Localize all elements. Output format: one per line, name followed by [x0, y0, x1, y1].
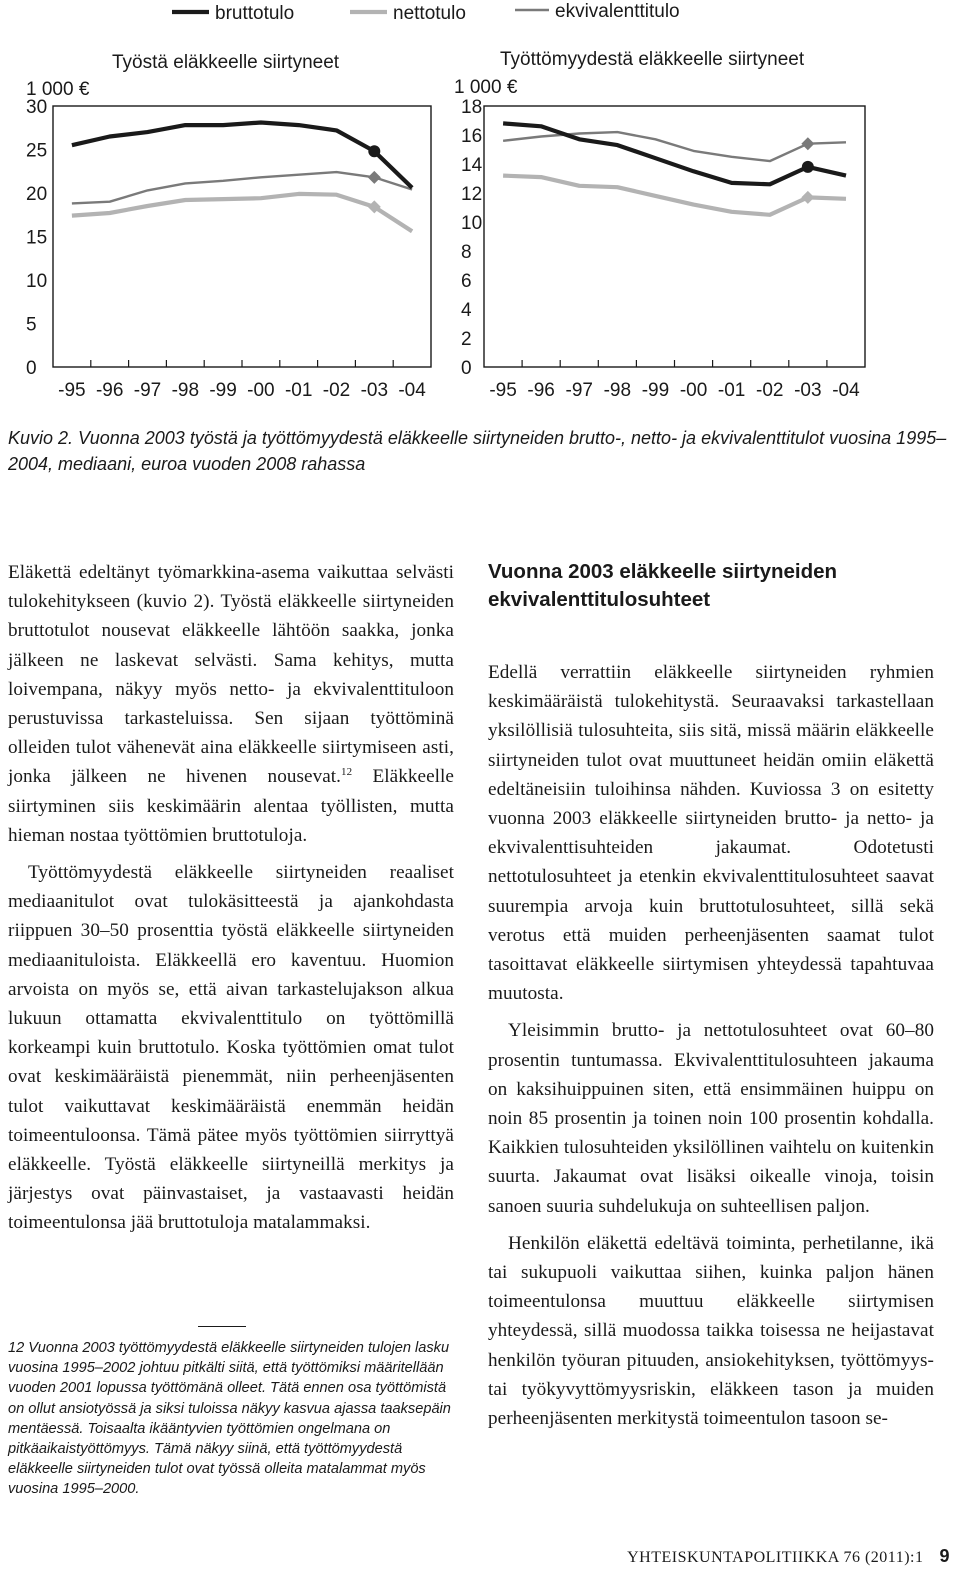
right-chart-xtick--99: -99	[641, 380, 670, 401]
figure-caption: Kuvio 2. Vuonna 2003 työstä ja työttömyydestä eläkkeelle siirtyneiden brutto-, netto- ja ekvivalenttitulot vuosina 1995–2004, mediaani, euroa vuoden 2008 rahassa	[8, 428, 947, 474]
left-chart-ytick-5: 5	[26, 314, 37, 336]
footnote-12: 12 Vuonna 2003 työttömyydestä eläkkeelle siirtyneiden tulojen lasku vuosina 1995–2002 johtuu pitkälti siitä, että työttömiksi määritellään vuoden 2001 lopussa työttömänä olleet. Tätä ennen osa työttömistä on ollut ansiotyössä ja siksi tuloissa näkyy kasvua ajassa taaksepäin mentäessä. Toisaalta ikääntyvien työttömien ongelmana on pitkäaikaistyöttömyys. Tämä näkyy siinä, että työttömyydestä eläkkeelle siirtyneiden tulot ovat työssä olleita matalammat myös vuosina 1995–2000.	[8, 1340, 451, 1498]
left-chart-xtick--97: -97	[133, 380, 162, 401]
right-chart-point-bruttotulo--03	[802, 161, 814, 173]
section-heading: Vuonna 2003 eläkkeelle siirtyneiden ekvivalenttitulosuhteet	[488, 560, 838, 611]
right-chart-point-ekvivalenttitulo--03	[801, 137, 814, 150]
right-chart-series-nettotulo	[503, 176, 846, 215]
right-chart-xtick--01: -01	[717, 380, 746, 401]
journal-name: YHTEISKUNTAPOLITIIKKA 76 (2011):1	[627, 1549, 924, 1566]
left-chart-ytick-15: 15	[26, 227, 48, 249]
left-chart-xtick--00: -00	[247, 380, 275, 401]
paragraph-1: Eläkettä edeltänyt työmarkkina-asema vaikuttaa selvästi tulokehitykseen (kuvio 2). Työstä eläkkeelle siirtyneiden bruttotulot nousevat eläkkeelle lähtöön saakka, jonka jälkeen ne laskevat selvästi. Sama kehitys, mutta loivempana, näkyy myös netto- ja ekvivalenttituloon perustuvissa tarkasteluissa. Sen sijaan työttöminä olleiden tulot vähenevät aina eläkkeelle siirtymiseen asti, jonka jälkeen ne hivenen nousevat.$^{12}$ Eläkkeelle siirtyminen siis keskimäärin alentaa työllisten, mutta hieman nostaa työttömien bruttotuloja.	[8, 562, 454, 846]
left-chart-ytick-20: 20	[26, 184, 48, 205]
left-chart-series-nettotulo	[72, 194, 412, 231]
figure-income-charts	[0, 0, 960, 420]
footnote-divider	[198, 1326, 246, 1327]
chart-left-panel	[26, 52, 431, 401]
chart-right-panel	[454, 49, 865, 401]
left-column	[8, 558, 454, 1238]
left-chart-title: Työstä eläkkeelle siirtyneet	[112, 52, 340, 73]
left-chart-point-bruttotulo--03	[368, 145, 380, 157]
right-chart-ytick-4: 4	[461, 300, 472, 321]
right-column	[488, 558, 934, 1433]
paragraph-5: Henkilön eläkettä edeltävä toiminta, perhetilanne, ikä tai sukupuoli vaikuttaa siihen, kuinka paljon hänen toimeentulonsa muuttuu eläkkeelle siirtymisen yhteydessä, sillä muodossa taikka toisessa ne heijastavat henkilön työuran pituuden, ansiokehityksen, työttömyys- tai työkyvyttömyysriskin, eläkkeen tason ja muiden perheenjäsenten merkitystä toimeentulon tasoon se-	[488, 1232, 934, 1430]
left-chart-ytick-10: 10	[26, 271, 48, 292]
right-chart-xtick--02: -02	[756, 380, 784, 401]
left-chart-ytick-0: 0	[26, 358, 37, 379]
right-chart-point-nettotulo--03	[801, 191, 814, 204]
page-footer	[627, 1546, 950, 1567]
right-chart-xtick--98: -98	[603, 380, 632, 401]
paragraph-4: Yleisimmin brutto- ja nettotulosuhteet ovat 60–80 prosentin tuntumassa. Ekvivalenttitulosuhteen jakauma on kaksihuippuinen siten, että ensimmäinen huippu on noin 85 prosentin ja toinen noin 100 prosentin kohdalla. Kaikkien tulosuhteiden yksilöllinen vaihtelu on kuitenkin suurta. Jakaumat ovat lisäksi oikealle vinoja, toisin sanoen suuria suhdelukuja on suhteellisen paljon.	[488, 1020, 934, 1217]
right-chart-xtick--96: -96	[527, 380, 555, 401]
right-chart-xtick--97: -97	[565, 380, 593, 401]
right-chart-ytick-14: 14	[461, 155, 483, 176]
left-chart-ytick-25: 25	[26, 140, 48, 162]
right-chart-ytick-12: 12	[461, 184, 483, 205]
chart-legend	[172, 1, 680, 24]
paragraph-3: Edellä verrattiin eläkkeelle siirtyneiden ryhmien keskimääräistä tulokehitystä. Seuraavaksi tarkastellaan yksilöllisiä tulosuhteita, siis sitä, missä määrin eläkkeelle siirtyneiden tulot ovat muuttuneet heidän omiin eläkettä edeltäneisiin tuloihinsa nähden. Kuviossa 3 on esitetty vuonna 2003 eläkkeelle siirtyneiden brutto- ja netto- ja ekvivalenttisuhteiden jakaumat. Odotetusti nettotulosuhteet ja etenkin ekvivalenttitulosuhteet saavat suurempia arvoja kuin bruttotulosuhteet, sillä sekä verotus että muiden perheenjäsenten saamat tulot tasoittavat eläkkeelle siirtymisen yhteydessä tapahtuvaa muutosta.	[488, 662, 934, 1005]
left-chart-xtick--99: -99	[209, 380, 237, 401]
right-chart-xtick--03: -03	[794, 380, 822, 401]
right-chart-unit-label: 1 000 €	[454, 77, 518, 98]
left-chart-xtick--04: -04	[398, 380, 426, 401]
right-chart-xtick--00: -00	[679, 380, 708, 401]
legend-label-nettotulo: nettotulo	[393, 3, 466, 24]
right-chart-ytick-2: 2	[461, 329, 472, 350]
right-chart-ytick-18: 18	[461, 97, 483, 118]
left-chart-xtick--98: -98	[171, 380, 200, 401]
left-chart-point-ekvivalenttitulo--03	[368, 171, 381, 184]
right-chart-ytick-8: 8	[461, 242, 472, 263]
right-chart-ytick-16: 16	[461, 126, 483, 147]
left-chart-xtick--01: -01	[284, 380, 313, 401]
left-chart-plot-frame	[53, 106, 431, 367]
left-chart-ytick-30: 30	[26, 97, 48, 118]
left-chart-xtick--95: -95	[58, 380, 86, 401]
page-number: 9	[939, 1546, 950, 1566]
legend-label-ekvivalenttitulo: ekvivalenttitulo	[555, 1, 680, 22]
right-chart-ytick-0: 0	[461, 358, 472, 379]
right-chart-series-bruttotulo	[503, 123, 846, 184]
left-chart-unit-label: 1 000 €	[26, 79, 90, 100]
legend-label-bruttotulo: bruttotulo	[215, 3, 295, 24]
footnote-ref[interactable]: 12	[341, 766, 353, 779]
right-chart-xtick--04: -04	[832, 380, 860, 401]
right-chart-ytick-6: 6	[461, 271, 472, 292]
left-chart-xtick--96: -96	[95, 380, 124, 401]
left-chart-xtick--03: -03	[360, 380, 389, 401]
right-chart-title: Työttömyydestä eläkkeelle siirtyneet	[500, 49, 805, 70]
paragraph-2: Työttömyydestä eläkkeelle siirtyneiden reaaliset mediaanitulot ovat tulokäsitteestä ja ajankohdasta riippuen 30–50 prosenttia työstä eläkkeelle siirtyneiden mediaanituloista. Eläkkeellä ero kaventuu. Huomion arvoista on myös se, että aivan tarkastelujakson alkua lukuun ottamatta ekvivalenttitulo on työttömillä korkeampi kuin bruttotulo. Koska työttömien omat tulot ovat keskimääräistä pienemmät, niin perheenjäsenten tulot vaikuttavat keskimääräistä enemmän heidän toimeentuloonsa. Tämä pätee myös työttömien siirryttyä eläkkeelle. Työstä eläkkeelle siirtyneillä merkitys ja järjestys ovat päinvastaiset, ja vastaavasti heidän toimeentulonsa jää bruttotuloja matalammaksi.	[8, 862, 454, 1234]
right-chart-series-ekvivalenttitulo	[503, 132, 846, 161]
right-chart-xtick--95: -95	[489, 380, 517, 401]
right-chart-ytick-10: 10	[461, 213, 483, 234]
left-chart-xtick--02: -02	[322, 380, 351, 401]
